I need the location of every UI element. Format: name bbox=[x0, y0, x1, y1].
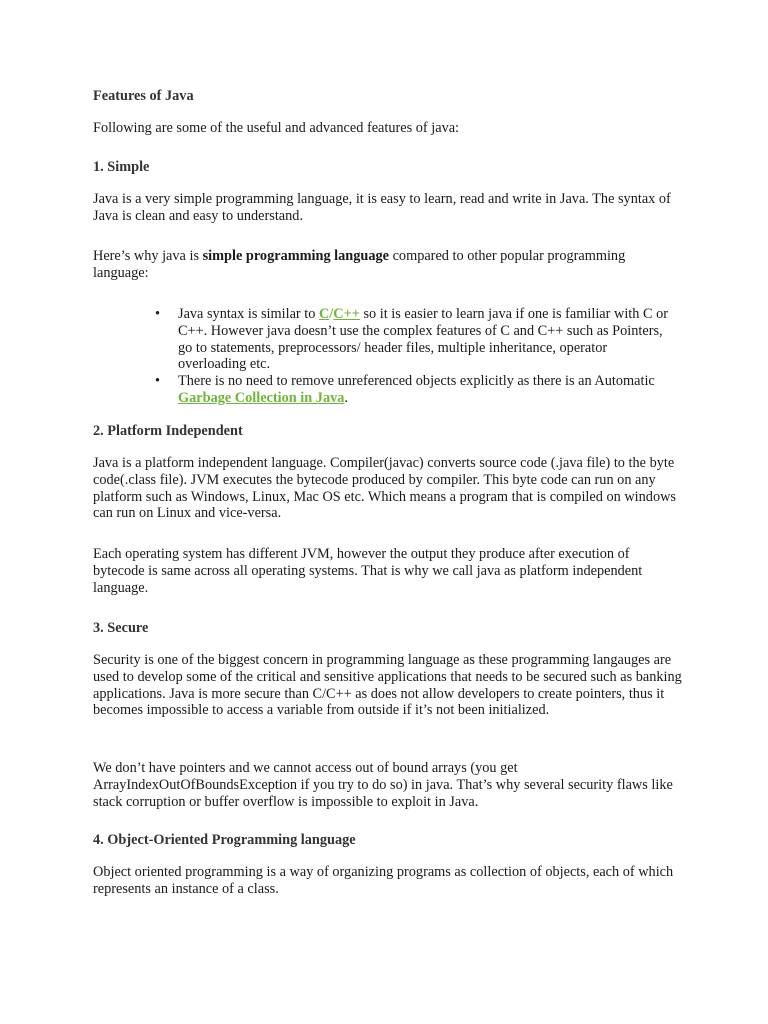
platform-paragraph-1: Java is a platform independent language. Compiler(javac) converts source code (.java file) to the byte code(.class file). JVM executes the bytecode produced by compiler. This byte code can run on any platform such as Windows, Linux, Mac OS etc. Which means a program that is compiled on windows can run on Linux and vice-versa. bbox=[93, 455, 676, 522]
document-title: Features of Java bbox=[93, 88, 194, 104]
bullet-icon: • bbox=[155, 306, 161, 322]
text-run: There is no need to remove unreferenced objects explicitly as there is an Automatic bbox=[178, 373, 655, 390]
text-run: Here’s why java is bbox=[93, 248, 203, 264]
heading-oop: 4. Object-Oriented Programming language bbox=[93, 832, 356, 848]
platform-paragraph-2: Each operating system has different JVM, however the output they produce after execution of bytecode is same across all operating systems. That is why we call java as platform independent language. bbox=[93, 546, 643, 596]
list-item bbox=[155, 306, 675, 373]
text-run: so it is easier to learn java if one is familiar with C or C++. However java doesn’t use the complex features of C and C++ such as Pointers, go to statements, preprocessors/ header files, multiple inheritance, operator overloading etc. bbox=[178, 306, 669, 373]
simple-paragraph-2 bbox=[93, 248, 683, 282]
heading-simple: 1. Simple bbox=[93, 159, 150, 175]
link-c[interactable]: C bbox=[318, 306, 330, 322]
list-item bbox=[155, 373, 675, 407]
text-run: compared to other popular programming language: bbox=[93, 248, 626, 281]
intro-paragraph: Following are some of the useful and advanced features of java: bbox=[93, 120, 460, 136]
bold-text: simple programming language bbox=[202, 248, 389, 264]
secure-paragraph-2: We don’t have pointers and we cannot access out of bound arrays (you get ArrayIndexOutOfBoundsException if you try to do so) in java. That’s why several security flaws like stack corruption or buffer overflow is impossible to exploit in Java. bbox=[93, 760, 673, 810]
link-cpp[interactable]: C++ bbox=[333, 306, 360, 322]
heading-platform-independent: 2. Platform Independent bbox=[93, 423, 243, 439]
simple-paragraph-1: Java is a very simple programming language, it is easy to learn, read and write in Java. The syntax of Java is clean and easy to understand. bbox=[93, 191, 671, 224]
oop-paragraph-1: Object oriented programming is a way of organizing programs as collection of objects, each of which represents an instance of a class. bbox=[93, 864, 674, 897]
link-separator: / bbox=[329, 306, 334, 322]
text-run: Java syntax is similar to bbox=[178, 306, 319, 322]
bullet-icon: • bbox=[155, 373, 161, 390]
secure-paragraph-1: Security is one of the biggest concern in programming language as these programming langauges are used to develop some of the critical and sensitive applications that needs to be secured such as banking applications. Java is more secure than C/C++ as does not allow developers to create pointers, thus it becomes impossible to access a variable from outside if it’s not been initialized. bbox=[93, 652, 682, 719]
heading-secure: 3. Secure bbox=[93, 620, 149, 636]
link-garbage-collection[interactable]: Garbage Collection in Java bbox=[178, 389, 345, 406]
simple-bullet-list bbox=[155, 306, 675, 407]
text-run: . bbox=[344, 389, 348, 406]
